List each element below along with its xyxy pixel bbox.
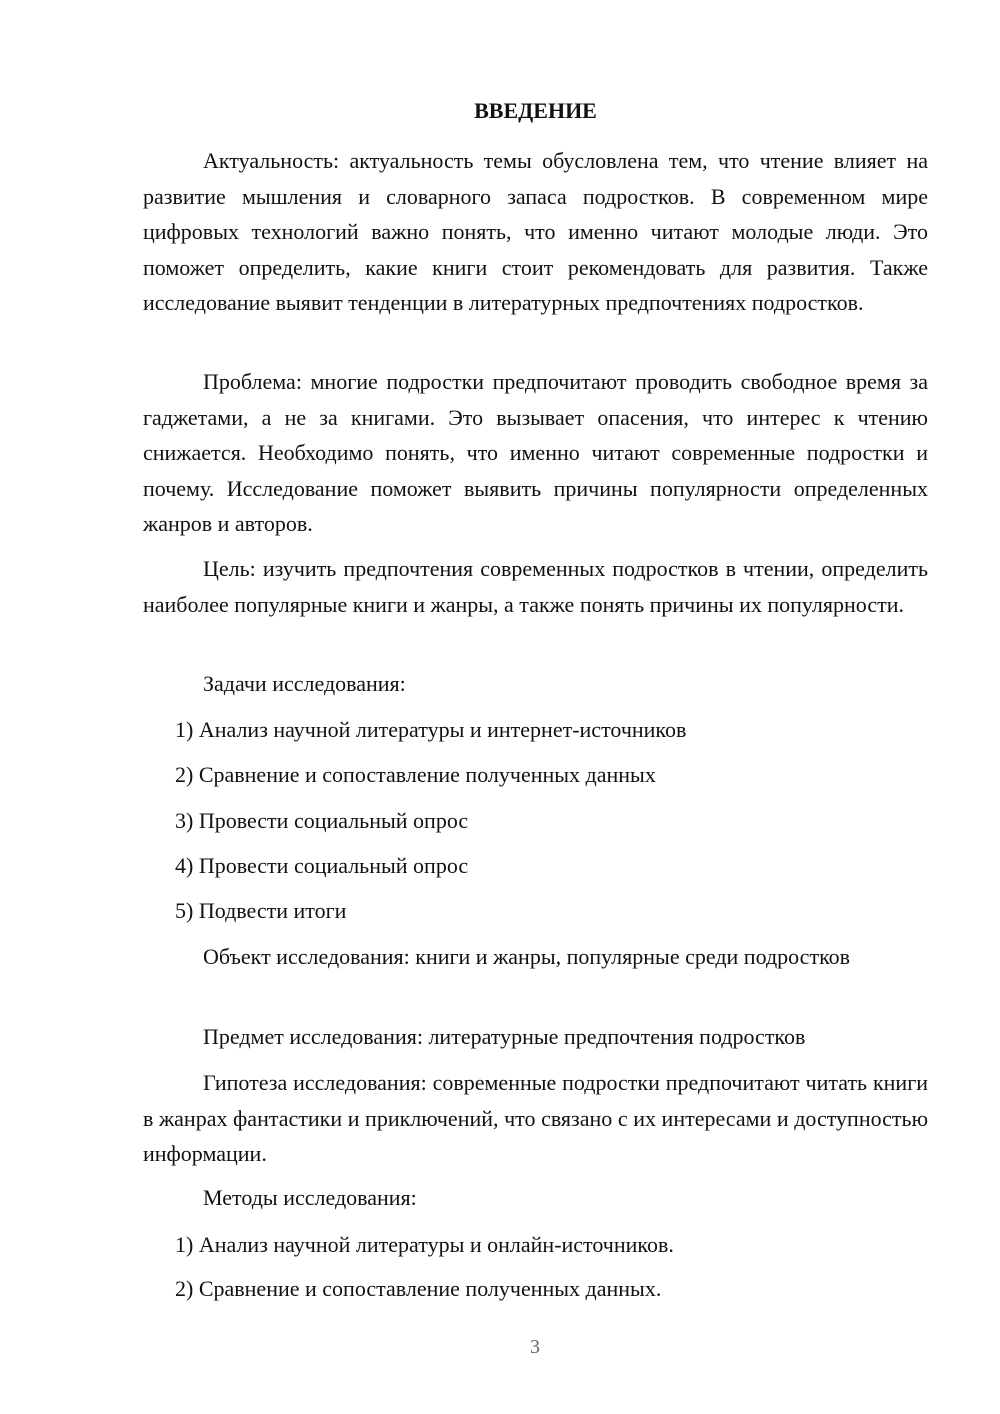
task-item: 4) Провести социальный опрос [175, 853, 469, 878]
methods-heading: Методы исследования: [203, 1185, 417, 1210]
subject-paragraph: Предмет исследования: литературные предпочтения подростков [203, 1024, 806, 1049]
relevance-paragraph: Актуальность: актуальность темы обусловлена тем, что чтение влияет на развитие мышления и словарного запаса подростков. В современном мире цифровых технологий важно понять, что именно читают молодые люди. Это поможет определить, какие книги стоит рекомендовать для развития. Также исследование выявит тенденции в литературных предпочтениях подростков. [143, 148, 928, 315]
page-title: ВВЕДЕНИЕ [474, 98, 597, 123]
goal-paragraph: Цель: изучить предпочтения современных подростков в чтении, определить наиболее популярные книги и жанры, а также понять причины их популярности. [143, 556, 928, 617]
hypothesis-paragraph: Гипотеза исследования: современные подростки предпочитают читать книги в жанрах фантастики и приключений, что связано с их интересами и доступностью информации. [143, 1070, 928, 1166]
task-item: 5) Подвести итоги [175, 898, 347, 923]
method-item: 1) Анализ научной литературы и онлайн-источников. [175, 1232, 674, 1257]
task-item: 3) Провести социальный опрос [175, 808, 469, 833]
method-item: 2) Сравнение и сопоставление полученных данных. [175, 1276, 662, 1301]
problem-paragraph: Проблема: многие подростки предпочитают проводить свободное время за гаджетами, а не за книгами. Это вызывает опасения, что интерес к чтению снижается. Необходимо понять, что именно читают современные подростки и почему. Исследование поможет выявить причины популярности определенных жанров и авторов. [143, 369, 928, 536]
task-item: 1) Анализ научной литературы и интернет-источников [175, 717, 687, 742]
task-item: 2) Сравнение и сопоставление полученных данных [175, 762, 656, 787]
object-paragraph: Объект исследования: книги и жанры, популярные среди подростков [203, 944, 851, 969]
tasks-heading: Задачи исследования: [203, 671, 406, 696]
page-number: 3 [530, 1336, 540, 1358]
